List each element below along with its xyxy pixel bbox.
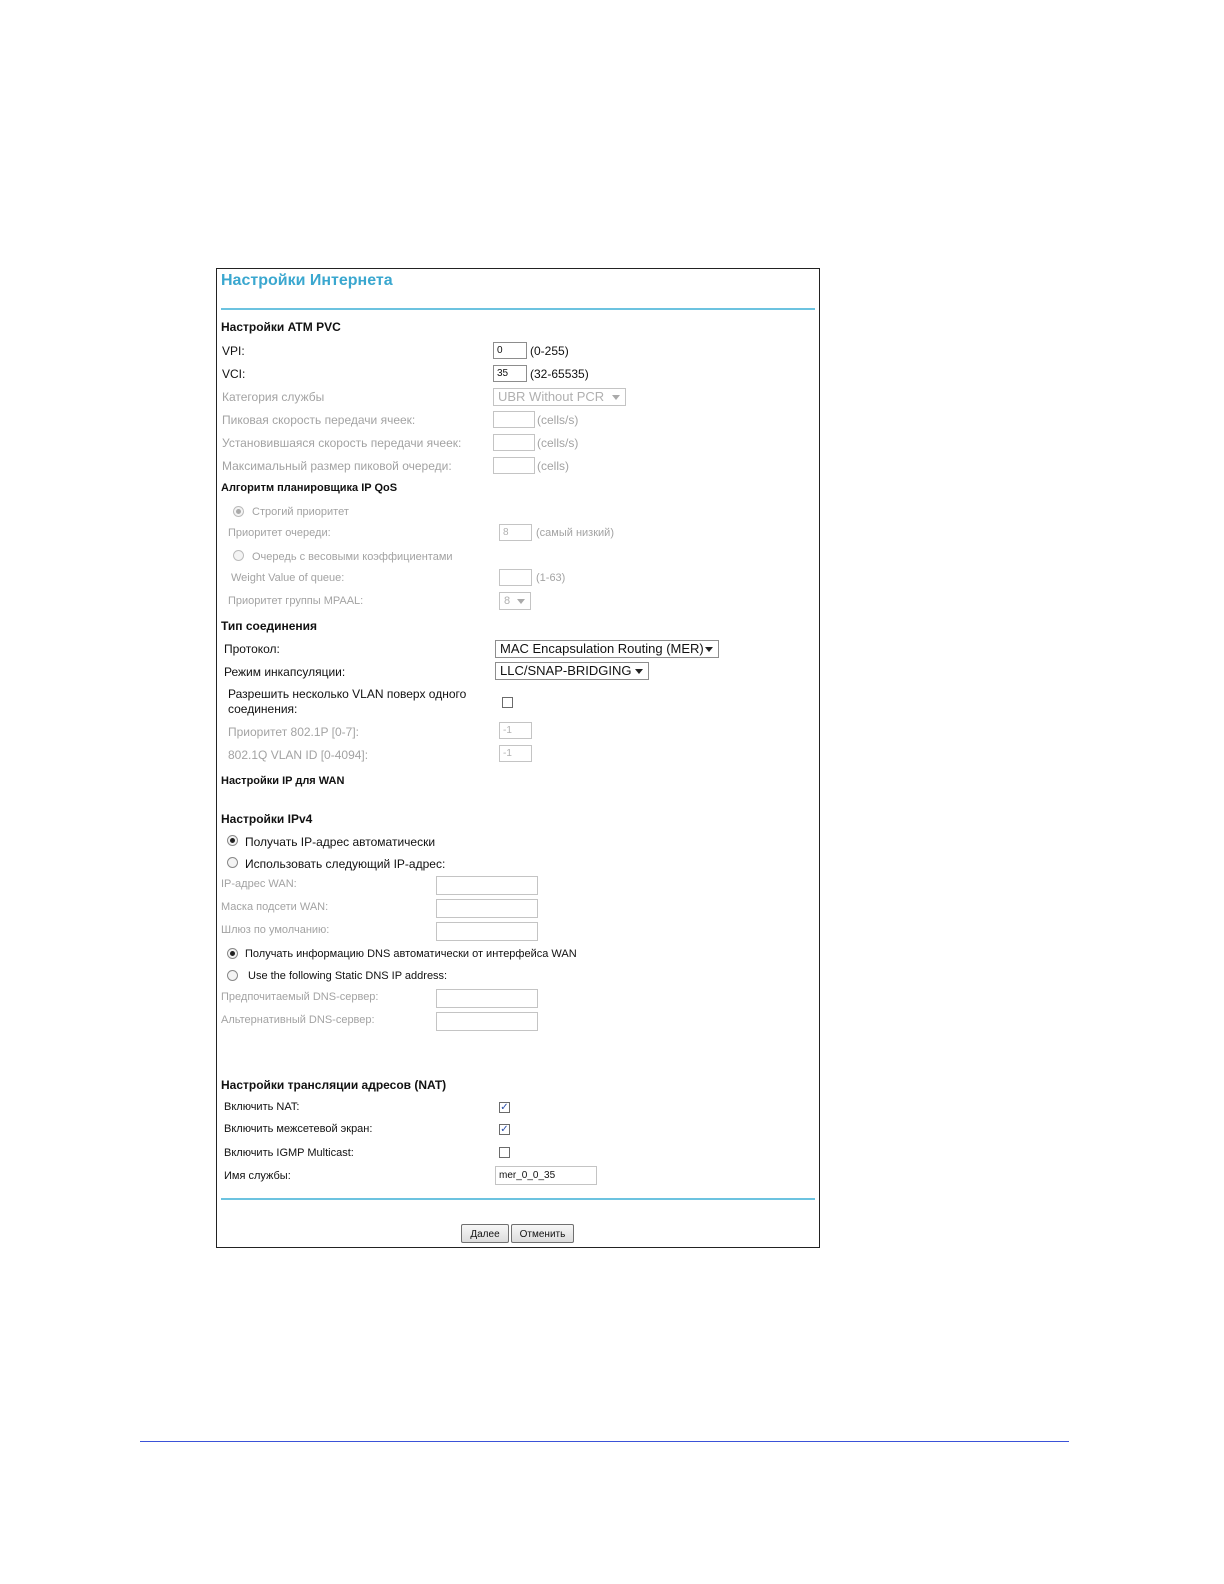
mbs-input[interactable] — [493, 457, 535, 474]
service-category-select[interactable] — [493, 388, 626, 406]
title-divider — [221, 308, 815, 310]
wan-ip-heading: Настройки IP для WAN — [221, 775, 345, 787]
enable-igmp-label: Включить IGMP Multicast: — [224, 1147, 354, 1159]
preferred-dns-label: Предпочитаемый DNS-сервер: — [221, 991, 379, 1003]
encapsulation-label: Режим инкапсуляции: — [224, 665, 346, 679]
mpaal-priority-select[interactable] — [499, 592, 531, 610]
queue-priority-note: (самый низкий) — [536, 527, 614, 539]
scr-label: Установившаяся скорость передачи ячеек: — [222, 436, 462, 450]
dns-static-radio[interactable] — [227, 970, 238, 981]
wan-mask-input[interactable] — [436, 899, 538, 918]
connection-type-heading: Тип соединения — [221, 619, 318, 633]
enable-firewall-checkbox[interactable]: ✓ — [500, 1124, 509, 1135]
vci-input[interactable] — [493, 365, 527, 382]
multi-vlan-label-line1: Разрешить несколько VLAN поверх одного — [228, 687, 467, 701]
mpaal-priority-value: 8 — [504, 595, 511, 607]
next-button[interactable]: Далее — [461, 1224, 509, 1243]
alternate-dns-label: Альтернативный DNS-сервер: — [221, 1014, 375, 1026]
protocol-label: Протокол: — [224, 642, 280, 656]
internet-settings-panel — [216, 268, 820, 1248]
alternate-dns-input[interactable] — [436, 1012, 538, 1031]
dns-auto-radio[interactable] — [227, 948, 238, 959]
scr-unit: (cells/s) — [537, 436, 579, 450]
service-category-value: UBR Without PCR — [498, 389, 605, 404]
ip-manual-label: Использовать следующий IP-адрес: — [245, 857, 446, 871]
weight-value-label: Weight Value of queue: — [231, 572, 345, 584]
weight-value-range: (1-63) — [536, 572, 566, 584]
ip-auto-radio[interactable] — [227, 835, 238, 846]
protocol-select[interactable] — [495, 640, 719, 658]
strict-priority-radio[interactable] — [233, 506, 244, 517]
mbs-unit: (cells) — [537, 459, 569, 473]
nat-heading: Настройки трансляции адресов (NAT) — [221, 1078, 447, 1092]
pcr-input[interactable] — [493, 411, 535, 428]
gateway-input[interactable] — [436, 922, 538, 941]
page-title: Настройки Интернета — [221, 272, 393, 289]
mpaal-priority-label: Приоритет группы MPAAL: — [228, 595, 364, 607]
pcr-unit: (cells/s) — [537, 413, 579, 427]
vci-range: (32-65535) — [530, 367, 589, 381]
page-footer-rule — [140, 1441, 1069, 1442]
strict-priority-label: Строгий приоритет — [252, 506, 349, 518]
vpi-input[interactable] — [493, 342, 527, 359]
service-category-label: Категория службы — [222, 390, 325, 404]
dns-static-label: Use the following Static DNS IP address: — [248, 970, 448, 982]
cancel-button[interactable]: Отменить — [511, 1224, 574, 1243]
wan-mask-label: Маска подсети WAN: — [221, 901, 329, 913]
service-name-label: Имя службы: — [224, 1170, 291, 1182]
service-name-input[interactable] — [495, 1166, 597, 1185]
8021p-priority-input[interactable] — [499, 722, 532, 739]
ip-auto-label: Получать IP-адрес автоматически — [245, 835, 436, 849]
multi-vlan-checkbox[interactable] — [502, 697, 513, 708]
vpi-range: (0-255) — [530, 344, 569, 358]
pcr-label: Пиковая скорость передачи ячеек: — [222, 413, 416, 427]
mbs-label: Максимальный размер пиковой очереди: — [222, 459, 452, 473]
encapsulation-select[interactable] — [495, 662, 649, 680]
weighted-queue-label: Очередь с весовыми коэффициентами — [252, 551, 453, 563]
chevron-down-icon — [517, 599, 525, 604]
chevron-down-icon — [705, 647, 713, 652]
bottom-divider — [221, 1198, 815, 1200]
gateway-label: Шлюз по умолчанию: — [221, 924, 330, 936]
vlan-id-label: 802.1Q VLAN ID [0-4094]: — [228, 748, 369, 762]
dns-auto-label: Получать информацию DNS автоматически от интерфейса WAN — [245, 948, 577, 960]
wan-ip-input[interactable] — [436, 876, 538, 895]
queue-priority-input[interactable] — [499, 524, 532, 541]
ipv4-heading: Настройки IPv4 — [221, 812, 313, 826]
scr-input[interactable] — [493, 434, 535, 451]
ip-manual-radio[interactable] — [227, 857, 238, 868]
vci-label: VCI: — [222, 367, 246, 381]
enable-nat-checkbox[interactable]: ✓ — [500, 1102, 509, 1113]
enable-nat-label: Включить NAT: — [224, 1101, 300, 1113]
enable-igmp-checkbox[interactable] — [499, 1147, 510, 1158]
chevron-down-icon — [612, 395, 620, 400]
chevron-down-icon — [635, 669, 643, 674]
encapsulation-value: LLC/SNAP-BRIDGING — [500, 663, 632, 678]
multi-vlan-label-line2: соединения: — [228, 702, 298, 716]
enable-firewall-label: Включить межсетевой экран: — [224, 1123, 373, 1135]
vlan-id-input[interactable] — [499, 745, 532, 762]
vpi-label: VPI: — [222, 344, 245, 358]
preferred-dns-input[interactable] — [436, 989, 538, 1008]
protocol-value: MAC Encapsulation Routing (MER) — [500, 641, 704, 656]
weight-value-input[interactable] — [499, 569, 532, 586]
queue-priority-label: Приоритет очереди: — [228, 527, 331, 539]
8021p-priority-label: Приоритет 802.1P [0-7]: — [228, 725, 360, 739]
atm-section-heading: Настройки ATM PVC — [221, 320, 341, 334]
weighted-queue-radio[interactable] — [233, 550, 244, 561]
qos-section-heading: Алгоритм планировщика IP QoS — [221, 482, 398, 494]
wan-ip-label: IP-адрес WAN: — [221, 878, 297, 890]
